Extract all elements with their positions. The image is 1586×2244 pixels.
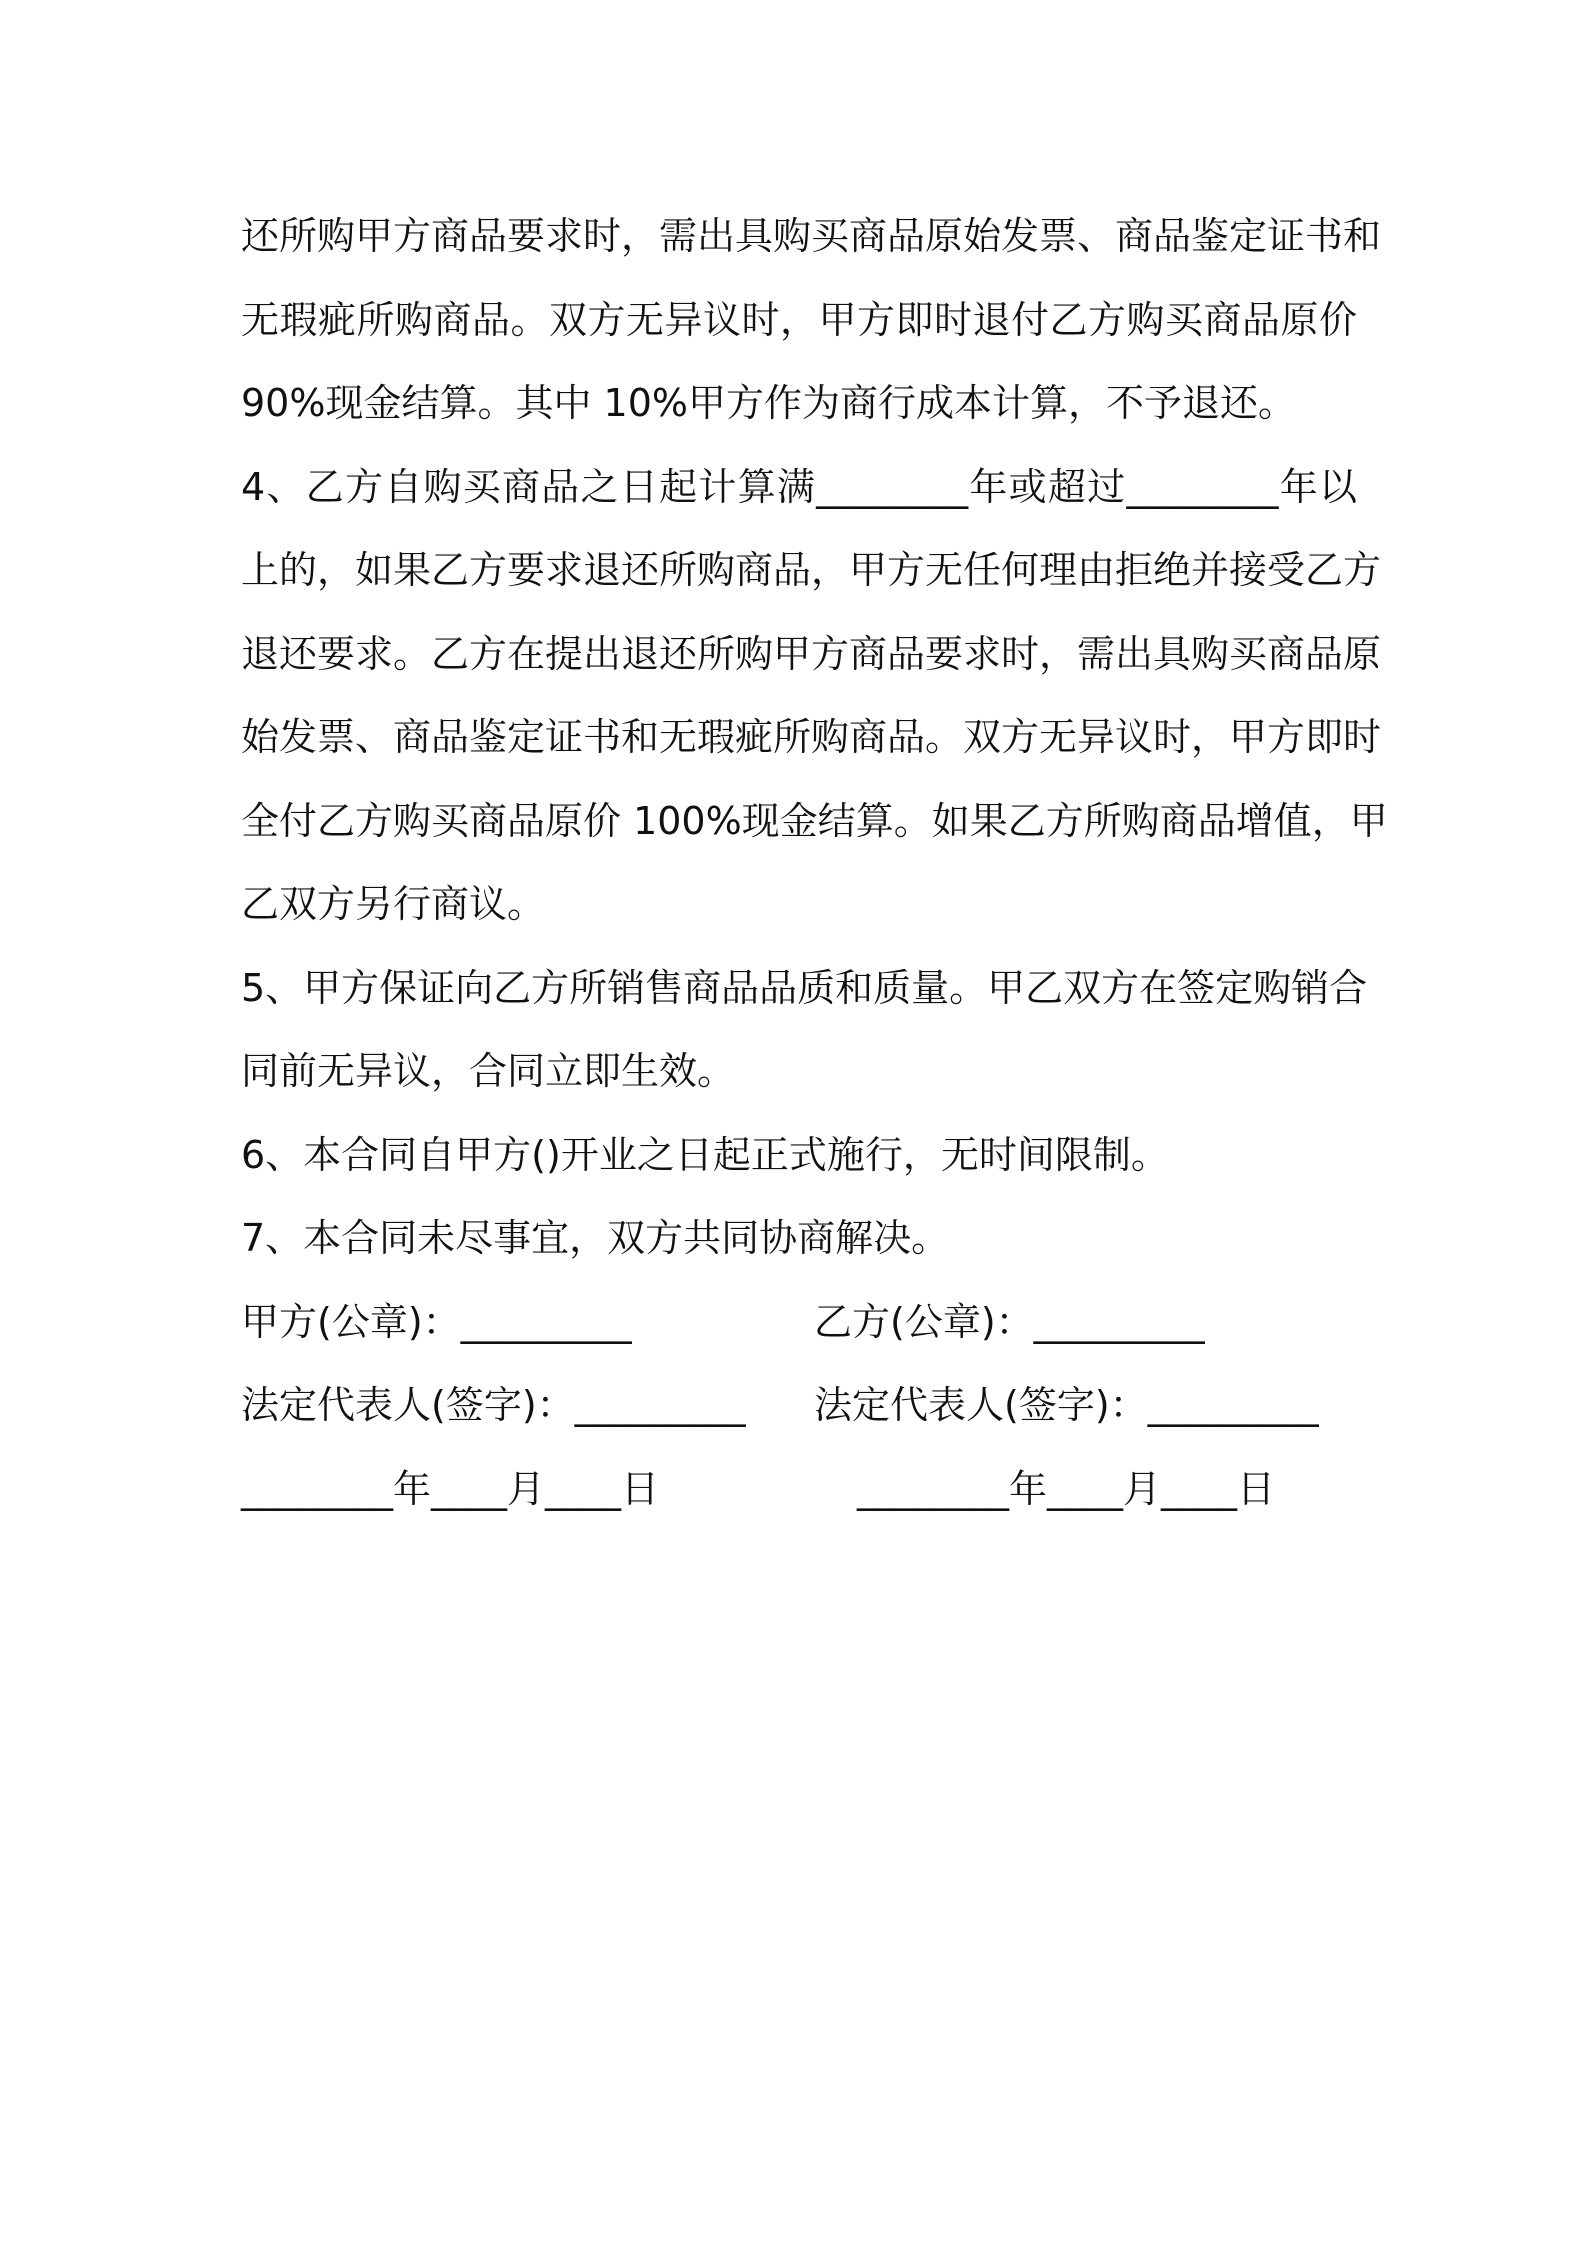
- text-line-3: 90%现金结算。其中 10%甲方作为商行成本计算，不予退还。: [241, 381, 1297, 425]
- party-b-seal-field: 乙方(公章)：_________: [814, 1299, 1205, 1344]
- representative-row: [241, 1364, 1357, 1448]
- clause-7: 7、本合同未尽事宜，双方共同协商解决。: [241, 1216, 950, 1260]
- text-line-1: 还所购甲方商品要求时，需出具购买商品原始发票、商品鉴定证书和: [241, 214, 1382, 258]
- text-line-2: 无瑕疵所购商品。双方无异议时，甲方即时退付乙方购买商品原价: [241, 297, 1357, 342]
- clause-4-line-6: 乙双方另行商议。: [241, 882, 546, 926]
- date-row: [241, 1448, 1357, 1532]
- clause-4-line-4: 始发票、商品鉴定证书和无瑕疵所购商品。双方无异议时，甲方即时: [241, 715, 1382, 759]
- contract-body: [241, 195, 1388, 1531]
- clause-6: 6、本合同自甲方()开业之日起正式施行，无时间限制。: [241, 1132, 1169, 1177]
- party-a-seal-field: 甲方(公章)：_________: [241, 1299, 632, 1344]
- party-b-representative-field: 法定代表人(签字)：_________: [814, 1383, 1319, 1427]
- party-b-date-field: ________年____月____日: [857, 1466, 1276, 1511]
- seal-row: [241, 1281, 1357, 1365]
- clause-4-line-3: 退还要求。乙方在提出退还所购甲方商品要求时，需出具购买商品原: [241, 631, 1382, 676]
- clause-4-line-2: 上的，如果乙方要求退还所购商品，甲方无任何理由拒绝并接受乙方: [241, 548, 1382, 592]
- clause-4-line-1: 4、乙方自购买商品之日起计算满________年或超过________年以: [241, 464, 1357, 509]
- party-a-representative-field: 法定代表人(签字)：_________: [241, 1383, 746, 1427]
- clause-4-line-5: 全付乙方购买商品原价 100%现金结算。如果乙方所购商品增值，甲: [241, 798, 1388, 843]
- party-a-date-field: ________年____月____日: [241, 1466, 660, 1511]
- clause-5-line-1: 5、甲方保证向乙方所销售商品品质和质量。甲乙双方在签定购销合: [241, 965, 1368, 1010]
- clause-5-line-2: 同前无异议，合同立即生效。: [241, 1049, 736, 1093]
